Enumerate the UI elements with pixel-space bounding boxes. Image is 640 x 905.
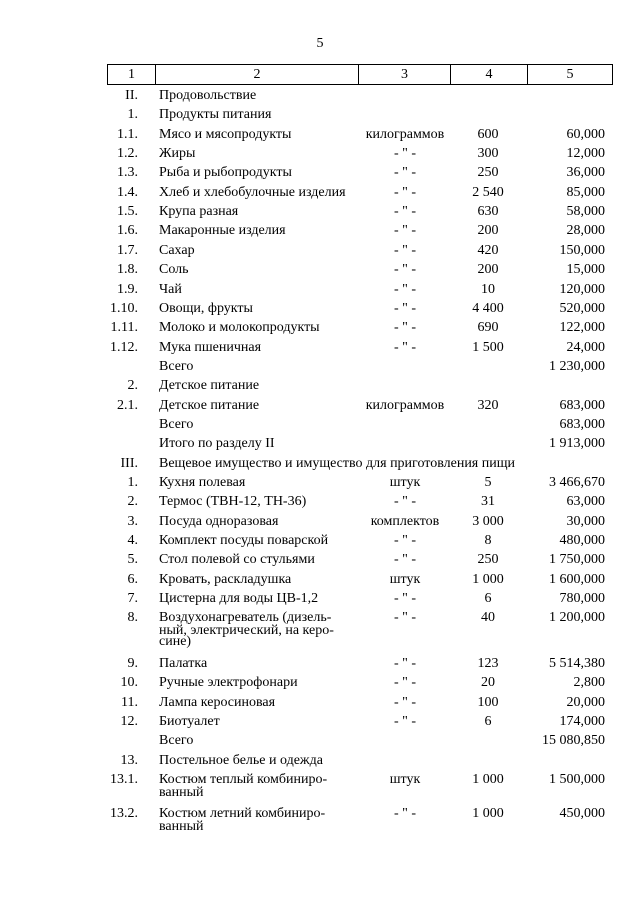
row-name-continuation: ный, электрический, на керо-: [159, 623, 334, 639]
row-quantity: 200: [477, 223, 499, 239]
row-name: Детское питание: [159, 397, 260, 413]
row-name: Постельное белье и одежда: [159, 752, 323, 768]
row-number: 4.: [127, 533, 138, 549]
row-sum: 683,000: [559, 416, 605, 432]
row-name: Лампа керосиновая: [159, 694, 276, 710]
row-unit: - " -: [393, 242, 417, 258]
row-number: 2.: [127, 378, 138, 394]
row-name: Всего: [159, 358, 194, 374]
row-quantity: 1 000: [472, 571, 504, 587]
row-sum: 15 080,850: [542, 733, 605, 749]
row-name: Кровать, раскладушка: [159, 571, 292, 587]
row-unit: - " -: [393, 655, 417, 671]
row-sum: 12,000: [566, 146, 605, 162]
row-quantity: 31: [481, 494, 495, 510]
row-unit: - " -: [393, 300, 417, 316]
row-quantity: 4 400: [472, 300, 504, 316]
row-number: 1.5.: [117, 204, 138, 220]
row-sum: 24,000: [566, 339, 605, 355]
row-sum: 30,000: [566, 513, 605, 529]
row-number: 6.: [127, 571, 138, 587]
row-unit: - " -: [393, 223, 417, 239]
row-number: 1.12.: [110, 339, 138, 355]
row-unit: - " -: [393, 591, 417, 607]
row-sum: 520,000: [559, 300, 605, 316]
row-name: Жиры: [159, 146, 196, 162]
row-number: 2.: [127, 494, 138, 510]
row-name: [159, 772, 359, 798]
row-sum: 122,000: [559, 320, 605, 336]
row-quantity: 6: [484, 713, 492, 729]
row-unit: - " -: [393, 339, 417, 355]
row-quantity: 690: [477, 320, 499, 336]
row-sum: 58,000: [566, 204, 605, 220]
header-col-2: 2: [156, 65, 359, 85]
row-name: Сахар: [159, 242, 195, 258]
row-name: Продовольствие: [159, 88, 257, 103]
row-unit: - " -: [393, 713, 417, 729]
row-unit: килограммов: [365, 126, 445, 142]
row-number: 1.: [127, 475, 138, 490]
row-quantity: 320: [477, 397, 499, 413]
row-number: 10.: [120, 675, 138, 691]
row-quantity: 600: [477, 126, 499, 142]
row-number: 1.7.: [117, 242, 138, 258]
row-sum: 150,000: [559, 242, 605, 258]
row-name-line: Костюм теплый комбиниро-: [159, 771, 328, 787]
row-number: 13.: [120, 752, 138, 768]
row-unit: - " -: [393, 806, 417, 822]
row-quantity: 2 540: [472, 184, 504, 200]
row-sum: 60,000: [566, 126, 605, 142]
row-sum: 3 466,670: [549, 475, 605, 490]
row-quantity: 5: [484, 475, 492, 490]
row-unit: - " -: [393, 533, 417, 549]
header-col-4: 4: [451, 65, 528, 85]
row-name-line: Воздухонагреватель (дизель-: [159, 610, 332, 626]
table-header: [107, 64, 613, 85]
row-quantity: 1 000: [472, 771, 504, 787]
row-number: 3.: [127, 513, 138, 529]
row-number: 1.8.: [117, 262, 138, 278]
row-unit: - " -: [393, 146, 417, 162]
row-sum: 2,800: [573, 675, 605, 691]
row-number: 1.2.: [117, 146, 138, 162]
row-number: 1.11.: [110, 320, 138, 336]
row-name: Комплект посуды поварской: [159, 533, 329, 549]
row-number: II.: [125, 88, 138, 103]
row-sum: 450,000: [559, 806, 605, 822]
row-sum: 1 230,000: [549, 358, 605, 374]
row-unit: - " -: [393, 281, 417, 297]
row-sum: 5 514,380: [549, 655, 605, 671]
row-name: Хлеб и хлебобулочные изделия: [159, 184, 346, 200]
row-unit: - " -: [393, 675, 417, 691]
row-sum: 20,000: [566, 694, 605, 710]
row-sum: 85,000: [566, 184, 605, 200]
row-quantity: 3 000: [472, 513, 504, 529]
row-sum: 120,000: [559, 281, 605, 297]
row-sum: 683,000: [559, 397, 605, 413]
row-quantity: 250: [477, 552, 499, 568]
row-number: 7.: [127, 591, 138, 607]
row-unit: килограммов: [365, 397, 445, 413]
row-number: 13.1.: [110, 771, 138, 787]
row-number: 12.: [120, 713, 138, 729]
row-name: Цистерна для воды ЦВ-1,2: [159, 591, 319, 607]
row-number: 1.1.: [117, 126, 138, 142]
row-sum: 780,000: [559, 591, 605, 607]
row-quantity: 20: [481, 675, 495, 691]
row-name-line: Костюм летний комбиниро-: [159, 806, 326, 822]
row-sum: 1 200,000: [549, 610, 605, 626]
row-quantity: 1 500: [472, 339, 504, 355]
row-number: 1.10.: [110, 300, 138, 316]
row-name-continuation: ванный: [159, 784, 204, 800]
row-quantity: 1 000: [472, 806, 504, 822]
page-number: 5: [316, 36, 324, 51]
row-unit: - " -: [393, 262, 417, 278]
row-sum: 480,000: [559, 533, 605, 549]
row-number: 1.4.: [117, 184, 138, 200]
header-col-3: 3: [359, 65, 451, 85]
row-sum: 15,000: [566, 262, 605, 278]
row-name: Посуда одноразовая: [159, 513, 279, 529]
row-number: 1.: [127, 107, 138, 123]
row-name: Соль: [159, 262, 189, 278]
row-name: Продукты питания: [159, 107, 272, 123]
row-name-continuation: сине): [159, 634, 192, 650]
row-unit: комплектов: [370, 513, 440, 529]
row-number: 11.: [121, 694, 138, 710]
row-name: Детское питание: [159, 378, 260, 394]
row-quantity: 100: [477, 694, 499, 710]
row-name: Итого по разделу II: [159, 436, 275, 452]
row-sum: 1 600,000: [549, 571, 605, 587]
row-number: 8.: [127, 610, 138, 626]
row-unit: - " -: [393, 165, 417, 181]
row-name: Крупа разная: [159, 204, 239, 220]
row-name: Всего: [159, 733, 194, 749]
row-unit: - " -: [393, 610, 417, 626]
row-name: Термос (ТВН-12, ТН-36): [159, 494, 307, 510]
row-unit: - " -: [393, 204, 417, 220]
row-sum: 28,000: [566, 223, 605, 239]
row-number: 1.6.: [117, 223, 138, 239]
row-unit: - " -: [393, 694, 417, 710]
row-quantity: 6: [484, 591, 492, 607]
row-unit: штук: [389, 771, 421, 787]
row-name: [159, 806, 359, 835]
row-name-continuation: ванный: [159, 819, 204, 835]
row-number: 13.2.: [110, 806, 138, 822]
row-name: [159, 610, 359, 650]
row-sum: 36,000: [566, 165, 605, 181]
row-sum: 63,000: [566, 494, 605, 510]
row-name: Чай: [159, 281, 182, 297]
row-sum: 1 750,000: [549, 552, 605, 568]
row-name: Мука пшеничная: [159, 339, 262, 355]
row-number: 1.9.: [117, 281, 138, 297]
row-number: 5.: [127, 552, 138, 568]
row-name: Молоко и молокопродукты: [159, 320, 320, 336]
row-name: Вещевое имущество и имущество для приготовления пищи: [159, 455, 516, 471]
row-quantity: 630: [477, 204, 499, 220]
row-quantity: 123: [477, 655, 499, 671]
row-quantity: 8: [484, 533, 492, 549]
row-unit: - " -: [393, 184, 417, 200]
row-name: Рыба и рыбопродукты: [159, 165, 292, 181]
row-sum: 174,000: [559, 713, 605, 729]
row-name: Биотуалет: [159, 713, 220, 729]
row-sum: 1 500,000: [549, 771, 605, 787]
row-number: 9.: [127, 655, 138, 671]
row-name: Кухня полевая: [159, 475, 246, 490]
row-quantity: 200: [477, 262, 499, 278]
row-quantity: 10: [481, 281, 495, 297]
row-quantity: 40: [481, 610, 495, 626]
header-col-5: 5: [528, 65, 613, 85]
row-quantity: 420: [477, 242, 499, 258]
row-name: Макаронные изделия: [159, 223, 286, 239]
row-unit: - " -: [393, 494, 417, 510]
row-unit: - " -: [393, 320, 417, 336]
row-name: Всего: [159, 416, 194, 432]
row-name: Палатка: [159, 655, 208, 671]
row-unit: штук: [389, 571, 421, 587]
row-quantity: 300: [477, 146, 499, 162]
row-name: Стол полевой со стульями: [159, 552, 315, 568]
row-number: III.: [120, 455, 138, 471]
row-number: 2.1.: [117, 397, 138, 413]
row-unit: - " -: [393, 552, 417, 568]
row-name: Ручные электрофонари: [159, 675, 298, 691]
header-col-1: 1: [108, 65, 156, 85]
row-quantity: 250: [477, 165, 499, 181]
row-name: Овощи, фрукты: [159, 300, 253, 316]
row-number: 1.3.: [117, 165, 138, 181]
row-name: Мясо и мясопродукты: [159, 126, 292, 142]
row-sum: 1 913,000: [549, 436, 605, 452]
row-unit: штук: [389, 475, 421, 490]
